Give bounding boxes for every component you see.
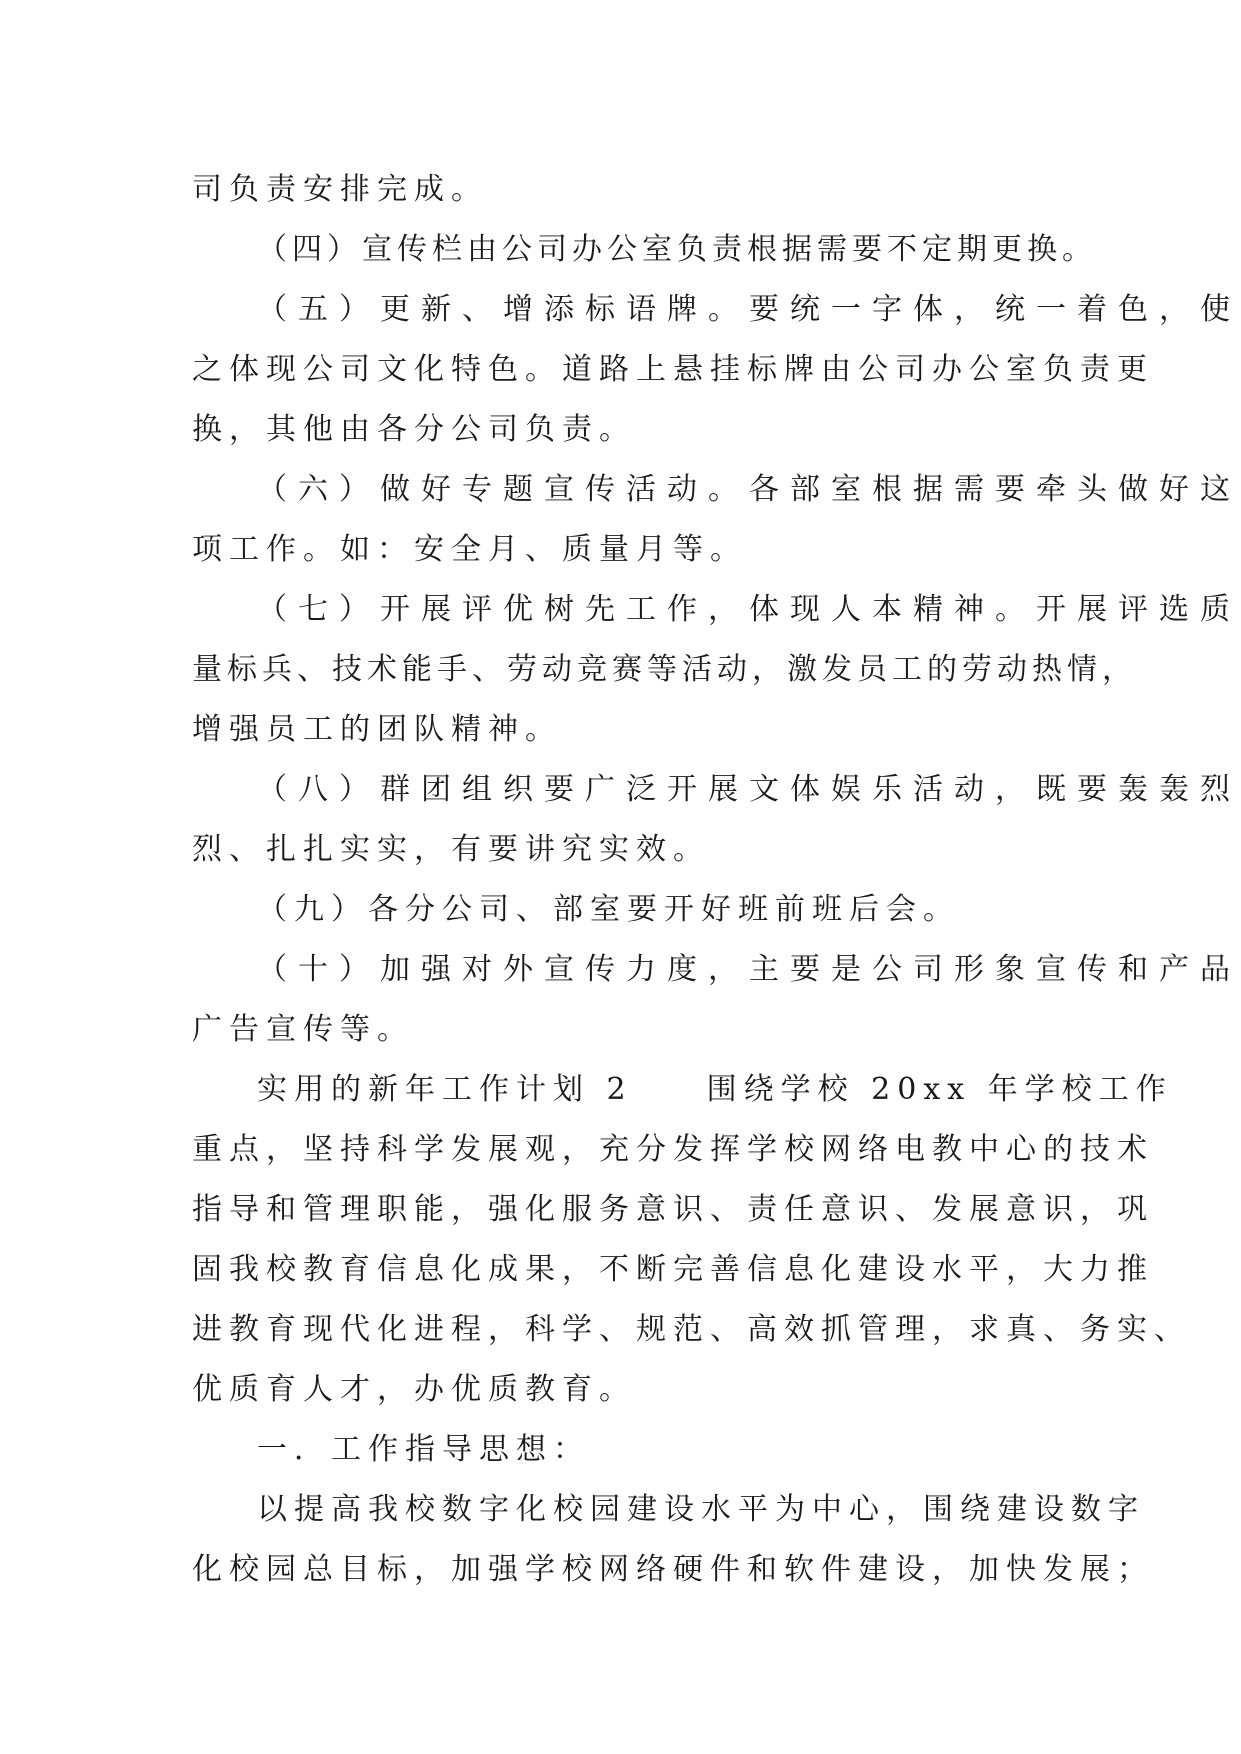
text-line: 以提高我校数字化校园建设水平为中心，围绕建设数字 — [257, 1492, 1145, 1527]
text-line: 化校园总目标，加强学校网络硬件和软件建设，加快发展； — [192, 1552, 1154, 1587]
text-line: 指导和管理职能，强化服务意识、责任意识、发展意识，巩 — [192, 1192, 1154, 1227]
text-line: 实用的新年工作计划 2 围绕学校 20xx 年学校工作 — [257, 1072, 1173, 1107]
text-line: （五）更新、增添标语牌。要统一字体，统一着色，使 — [257, 292, 1241, 327]
text-line: 一．工作指导思想： — [257, 1432, 590, 1467]
text-line: （十）加强对外宣传力度，主要是公司形象宣传和产品 — [257, 952, 1241, 987]
text-line: （八）群团组织要广泛开展文体娱乐活动，既要轰轰烈 — [257, 772, 1241, 807]
text-line: （六）做好专题宣传活动。各部室根据需要牵头做好这 — [257, 472, 1241, 507]
text-line: 量标兵、技术能手、劳动竞赛等活动，激发员工的劳动热情， — [192, 652, 1137, 687]
document-body — [192, 160, 1241, 1600]
text-line: 换，其他由各分公司负责。 — [192, 412, 636, 447]
text-line: （九）各分公司、部室要开好班前班后会。 — [257, 892, 960, 927]
text-line: （七）开展评优树先工作，体现人本精神。开展评选质 — [257, 592, 1241, 627]
text-line: 优质育人才，办优质教育。 — [192, 1372, 636, 1407]
text-line: 重点，坚持科学发展观，充分发挥学校网络电教中心的技术 — [192, 1132, 1154, 1167]
text-line: 项工作。如：安全月、质量月等。 — [192, 532, 747, 567]
text-line: 广告宣传等。 — [192, 1012, 414, 1047]
text-line: 司负责安排完成。 — [192, 172, 488, 207]
text-line: 烈、扎扎实实，有要讲究实效。 — [192, 832, 710, 867]
text-line: 之体现公司文化特色。道路上悬挂标牌由公司办公室负责更 — [192, 352, 1154, 387]
text-line: 进教育现代化进程，科学、规范、高效抓管理，求真、务实、 — [192, 1312, 1191, 1347]
text-line: （四）宣传栏由公司办公室负责根据需要不定期更换。 — [257, 232, 1097, 267]
text-line: 固我校教育信息化成果，不断完善信息化建设水平，大力推 — [192, 1252, 1154, 1287]
text-line: 增强员工的团队精神。 — [192, 712, 562, 747]
